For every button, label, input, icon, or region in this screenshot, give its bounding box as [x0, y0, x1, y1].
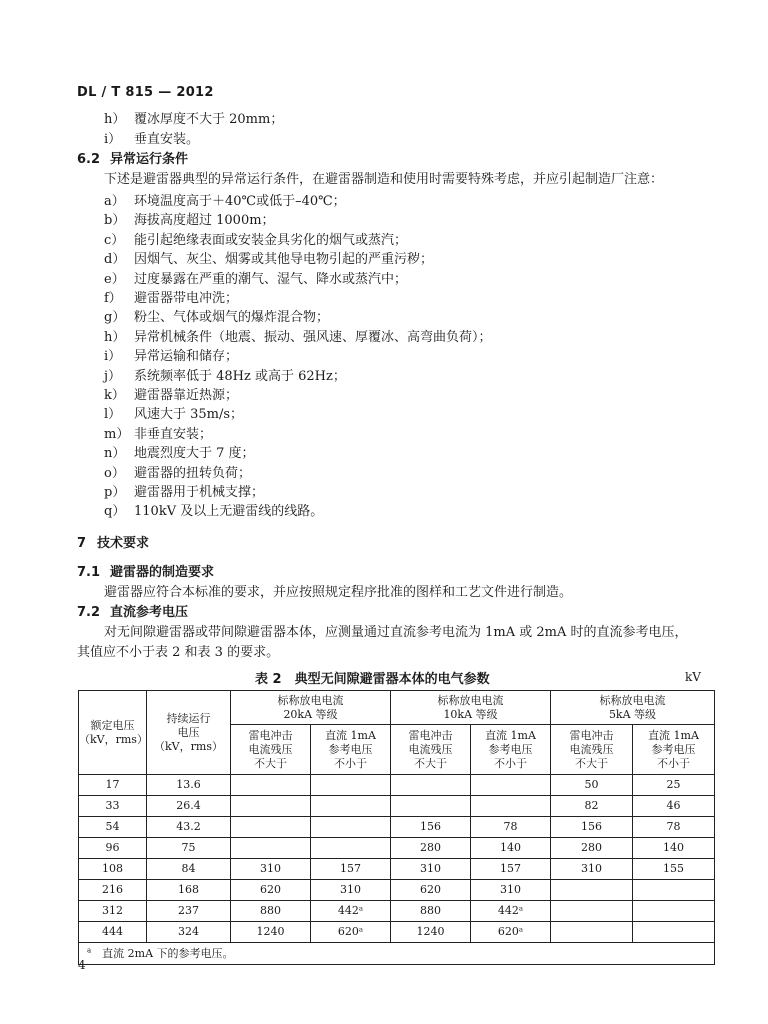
table-cell: 310: [391, 859, 471, 880]
list-marker: i）: [104, 132, 122, 147]
paragraph: 其值应不小于表 2 和表 3 的要求。: [77, 645, 280, 660]
table-cell: [551, 901, 633, 922]
list-text: 地震烈度大于 7 度；: [134, 446, 255, 462]
table-cell: 442ᵃ: [471, 901, 551, 922]
table-caption: 表 2 典型无间隙避雷器本体的电气参数: [255, 672, 490, 687]
table-cell: [311, 817, 391, 838]
table-row: [79, 817, 715, 838]
header-rated-voltage: 额定电压 （kV，rms）: [79, 691, 147, 775]
header-residual-voltage: 雷电冲击 电流残压 不大于: [391, 725, 471, 775]
section-number: 7.1: [77, 565, 101, 580]
section-title: 避雷器的制造要求: [110, 565, 215, 580]
table-cell: 155: [633, 859, 715, 880]
table-cell: 312: [79, 901, 147, 922]
table-cell: 620ᵃ: [311, 922, 391, 943]
table-cell: 54: [79, 817, 147, 838]
table-cell: 280: [551, 838, 633, 859]
table-cell: 43.2: [147, 817, 231, 838]
table-cell: [231, 775, 311, 796]
table-cell: [391, 796, 471, 817]
list-marker: k）: [104, 388, 125, 403]
list-text: 避雷器的扭转负荷；: [134, 465, 252, 481]
table-cell: 50: [551, 775, 633, 796]
table-cell: 82: [551, 796, 633, 817]
table-cell: 156: [551, 817, 633, 838]
list-marker: d）: [104, 252, 126, 268]
table-cell: [633, 922, 715, 943]
list-marker: q）: [104, 504, 126, 520]
table-row: [79, 838, 715, 859]
list-marker: n）: [104, 446, 126, 462]
list-text: 110kV 及以上无避雷线的线路。: [134, 504, 324, 520]
header-residual-voltage: 雷电冲击 电流残压 不大于: [231, 725, 311, 775]
table-row: [79, 922, 715, 943]
section-number: 6.2: [77, 152, 101, 167]
list-marker: l）: [104, 407, 122, 423]
list-marker: o）: [104, 465, 125, 481]
table-cell: 310: [471, 880, 551, 901]
table-cell: 78: [471, 817, 551, 838]
list-text: 避雷器用于机械支撑；: [134, 485, 265, 500]
table-cell: 108: [79, 859, 147, 880]
table-row: [79, 901, 715, 922]
table-row: [79, 880, 715, 901]
table-cell: 324: [147, 922, 231, 943]
table-cell: 444: [79, 922, 147, 943]
table-cell: 140: [471, 838, 551, 859]
list-text: 海拔高度超过 1000m；: [134, 213, 275, 229]
list-marker: h）: [104, 112, 126, 127]
table-cell: [633, 901, 715, 922]
section-number: 7: [77, 536, 87, 551]
table-cell: 157: [471, 859, 551, 880]
table-cell: 1240: [391, 922, 471, 943]
table-cell: [471, 796, 551, 817]
list-text: 能引起绝缘表面或安装金具劣化的烟气或蒸汽；: [134, 232, 408, 248]
list-marker: p）: [104, 485, 126, 500]
list-text: 覆冰厚度不大于 20mm；: [134, 112, 284, 127]
footnote-mark: a: [87, 945, 92, 954]
table-cell: [551, 880, 633, 901]
table-footnote: [79, 943, 715, 965]
header-group-20ka: 标称放电电流 20kA 等级: [231, 691, 391, 725]
table-cell: 1240: [231, 922, 311, 943]
list-marker: j）: [104, 368, 122, 384]
table-cell: 880: [231, 901, 311, 922]
section-title: 异常运行条件: [110, 152, 189, 167]
table-row: [79, 796, 715, 817]
list-text: 非垂直安装；: [134, 426, 213, 442]
list-marker: h）: [104, 329, 126, 345]
table-cell: 620: [231, 880, 311, 901]
table-cell: 310: [231, 859, 311, 880]
table-cell: 237: [147, 901, 231, 922]
table-cell: [311, 796, 391, 817]
table-cell: 17: [79, 775, 147, 796]
header-group-10ka: 标称放电电流 10kA 等级: [391, 691, 551, 725]
electrical-parameters-table: [78, 690, 715, 965]
list-text: 粉尘、气体或烟气的爆炸混合物；: [134, 310, 330, 326]
table-cell: 33: [79, 796, 147, 817]
list-marker: m）: [104, 426, 130, 442]
list-text: 异常机械条件（地震、振动、强风速、厚覆冰、高弯曲负荷）；: [134, 329, 492, 345]
section-title: 直流参考电压: [110, 605, 189, 620]
table-cell: [391, 775, 471, 796]
header-group-5ka: 标称放电电流 5kA 等级: [551, 691, 715, 725]
section-number: 7.2: [77, 605, 101, 620]
table-cell: [231, 796, 311, 817]
paragraph: 避雷器应符合本标准的要求，并应按照规定程序批准的图样和工艺文件进行制造。: [104, 585, 573, 600]
table-cell: [551, 922, 633, 943]
table-cell: 75: [147, 838, 231, 859]
table-cell: [633, 880, 715, 901]
table-cell: 46: [633, 796, 715, 817]
table-row: [79, 859, 715, 880]
table-cell: 880: [391, 901, 471, 922]
table-cell: [311, 838, 391, 859]
table-cell: 25: [633, 775, 715, 796]
table-unit: kV: [685, 670, 701, 684]
header-reference-voltage: 直流 1mA 参考电压 不小于: [471, 725, 551, 775]
table-cell: 620: [391, 880, 471, 901]
table-cell: 216: [79, 880, 147, 901]
list-marker: b）: [104, 213, 126, 229]
section-title: 技术要求: [97, 536, 150, 551]
list-marker: c）: [104, 232, 125, 248]
list-text: 避雷器靠近热源；: [134, 388, 239, 403]
table-row: [79, 775, 715, 796]
list-marker: a）: [104, 194, 125, 209]
list-marker: i）: [104, 349, 122, 365]
table-cell: 168: [147, 880, 231, 901]
header-reference-voltage: 直流 1mA 参考电压 不小于: [633, 725, 715, 775]
table-cell: 84: [147, 859, 231, 880]
header-reference-voltage: 直流 1mA 参考电压 不小于: [311, 725, 391, 775]
list-text: 风速大于 35m/s；: [134, 407, 244, 423]
table-cell: 13.6: [147, 775, 231, 796]
standard-number: DL / T 815 — 2012: [77, 85, 214, 100]
table-cell: 26.4: [147, 796, 231, 817]
list-text: 异常运输和储存；: [134, 349, 239, 365]
list-text: 避雷器带电冲洗；: [134, 291, 239, 306]
header-continuous-voltage: 持续运行 电压 （kV，rms）: [147, 691, 231, 775]
table-cell: [471, 775, 551, 796]
table-cell: 280: [391, 838, 471, 859]
table-cell: 78: [633, 817, 715, 838]
paragraph: 对无间隙避雷器或带间隙避雷器本体，应测量通过直流参考电流为 1mA 或 2mA 时的直流参考电压，: [104, 625, 688, 640]
list-text: 因烟气、灰尘、烟雾或其他导电物引起的严重污秽；: [134, 252, 434, 268]
page-number: 4: [78, 958, 86, 972]
list-marker: e）: [104, 271, 125, 287]
table-cell: 96: [79, 838, 147, 859]
table-cell: 140: [633, 838, 715, 859]
table-cell: 157: [311, 859, 391, 880]
table-cell: [231, 817, 311, 838]
list-text: 系统频率低于 48Hz 或高于 62Hz；: [134, 368, 346, 384]
footnote-text: 直流 2mA 下的参考电压。: [91, 946, 234, 960]
table-cell: 620ᵃ: [471, 922, 551, 943]
table-cell: 442ᵃ: [311, 901, 391, 922]
list-marker: g）: [104, 310, 126, 326]
list-text: 过度暴露在严重的潮气、湿气、降水或蒸汽中；: [134, 271, 408, 287]
table-cell: [231, 838, 311, 859]
list-marker: f）: [104, 291, 122, 306]
paragraph: 下述是避雷器典型的异常运行条件，在避雷器制造和使用时需要特殊考虑，并应引起制造厂注意：: [104, 172, 664, 187]
table-cell: [311, 775, 391, 796]
list-text: 环境温度高于＋40℃或低于–40℃；: [134, 194, 346, 209]
table-cell: 310: [551, 859, 633, 880]
header-residual-voltage: 雷电冲击 电流残压 不大于: [551, 725, 633, 775]
table-cell: 310: [311, 880, 391, 901]
table-cell: 156: [391, 817, 471, 838]
list-text: 垂直安装。: [134, 132, 200, 147]
